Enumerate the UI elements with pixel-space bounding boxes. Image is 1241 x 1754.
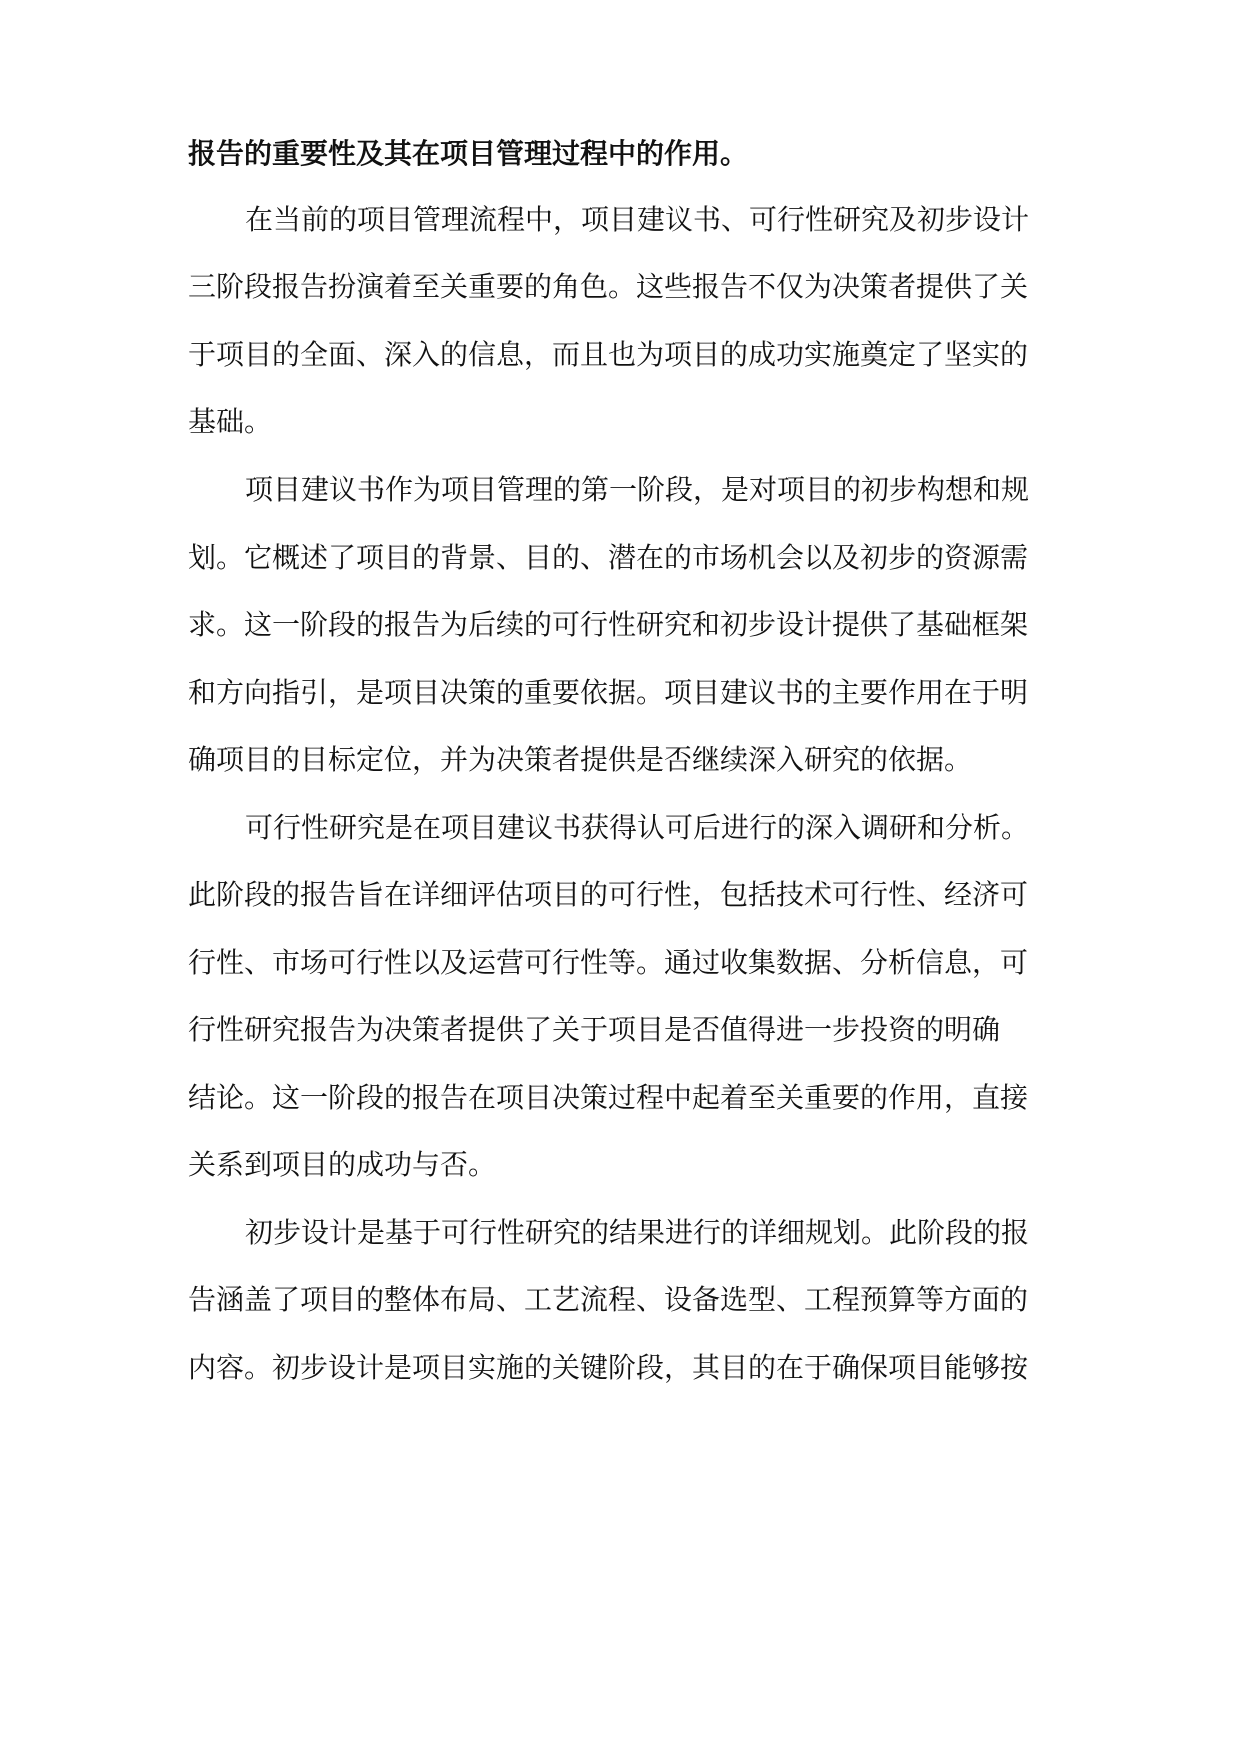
paragraph-line: 行性研究报告为决策者提供了关于项目是否值得进一步投资的明确: [188, 1013, 1001, 1046]
paragraph-line: 关系到项目的成功与否。: [188, 1148, 497, 1181]
paragraph-line: 基础。: [188, 405, 273, 438]
paragraph-line: 确项目的目标定位，并为决策者提供是否继续深入研究的依据。: [188, 743, 973, 776]
paragraph-line: 行性、市场可行性以及运营可行性等。通过收集数据、分析信息，可: [188, 946, 1029, 979]
section-heading: 报告的重要性及其在项目管理过程中的作用。: [188, 137, 749, 170]
paragraph-line: 划。它概述了项目的背景、目的、潜在的市场机会以及初步的资源需: [188, 541, 1029, 574]
paragraph-line: 三阶段报告扮演着至关重要的角色。这些报告不仅为决策者提供了关: [188, 270, 1029, 303]
paragraph-line: 内容。初步设计是项目实施的关键阶段，其目的在于确保项目能够按: [188, 1351, 1029, 1384]
paragraph-line: 可行性研究是在项目建议书获得认可后进行的深入调研和分析。: [245, 811, 1030, 844]
paragraph-line: 告涵盖了项目的整体布局、工艺流程、设备选型、工程预算等方面的: [188, 1283, 1029, 1316]
paragraph-line: 和方向指引，是项目决策的重要依据。项目建议书的主要作用在于明: [188, 676, 1029, 709]
paragraph-line: 求。这一阶段的报告为后续的可行性研究和初步设计提供了基础框架: [188, 608, 1029, 641]
paragraph-line: 在当前的项目管理流程中，项目建议书、可行性研究及初步设计: [245, 203, 1030, 236]
paragraph-line: 初步设计是基于可行性研究的结果进行的详细规划。此阶段的报: [245, 1216, 1030, 1249]
paragraph-line: 此阶段的报告旨在详细评估项目的可行性，包括技术可行性、经济可: [188, 878, 1029, 911]
paragraph-line: 于项目的全面、深入的信息，而且也为项目的成功实施奠定了坚实的: [188, 338, 1029, 371]
paragraph-line: 项目建议书作为项目管理的第一阶段，是对项目的初步构想和规: [245, 473, 1030, 506]
paragraph-line: 结论。这一阶段的报告在项目决策过程中起着至关重要的作用，直接: [188, 1081, 1029, 1114]
